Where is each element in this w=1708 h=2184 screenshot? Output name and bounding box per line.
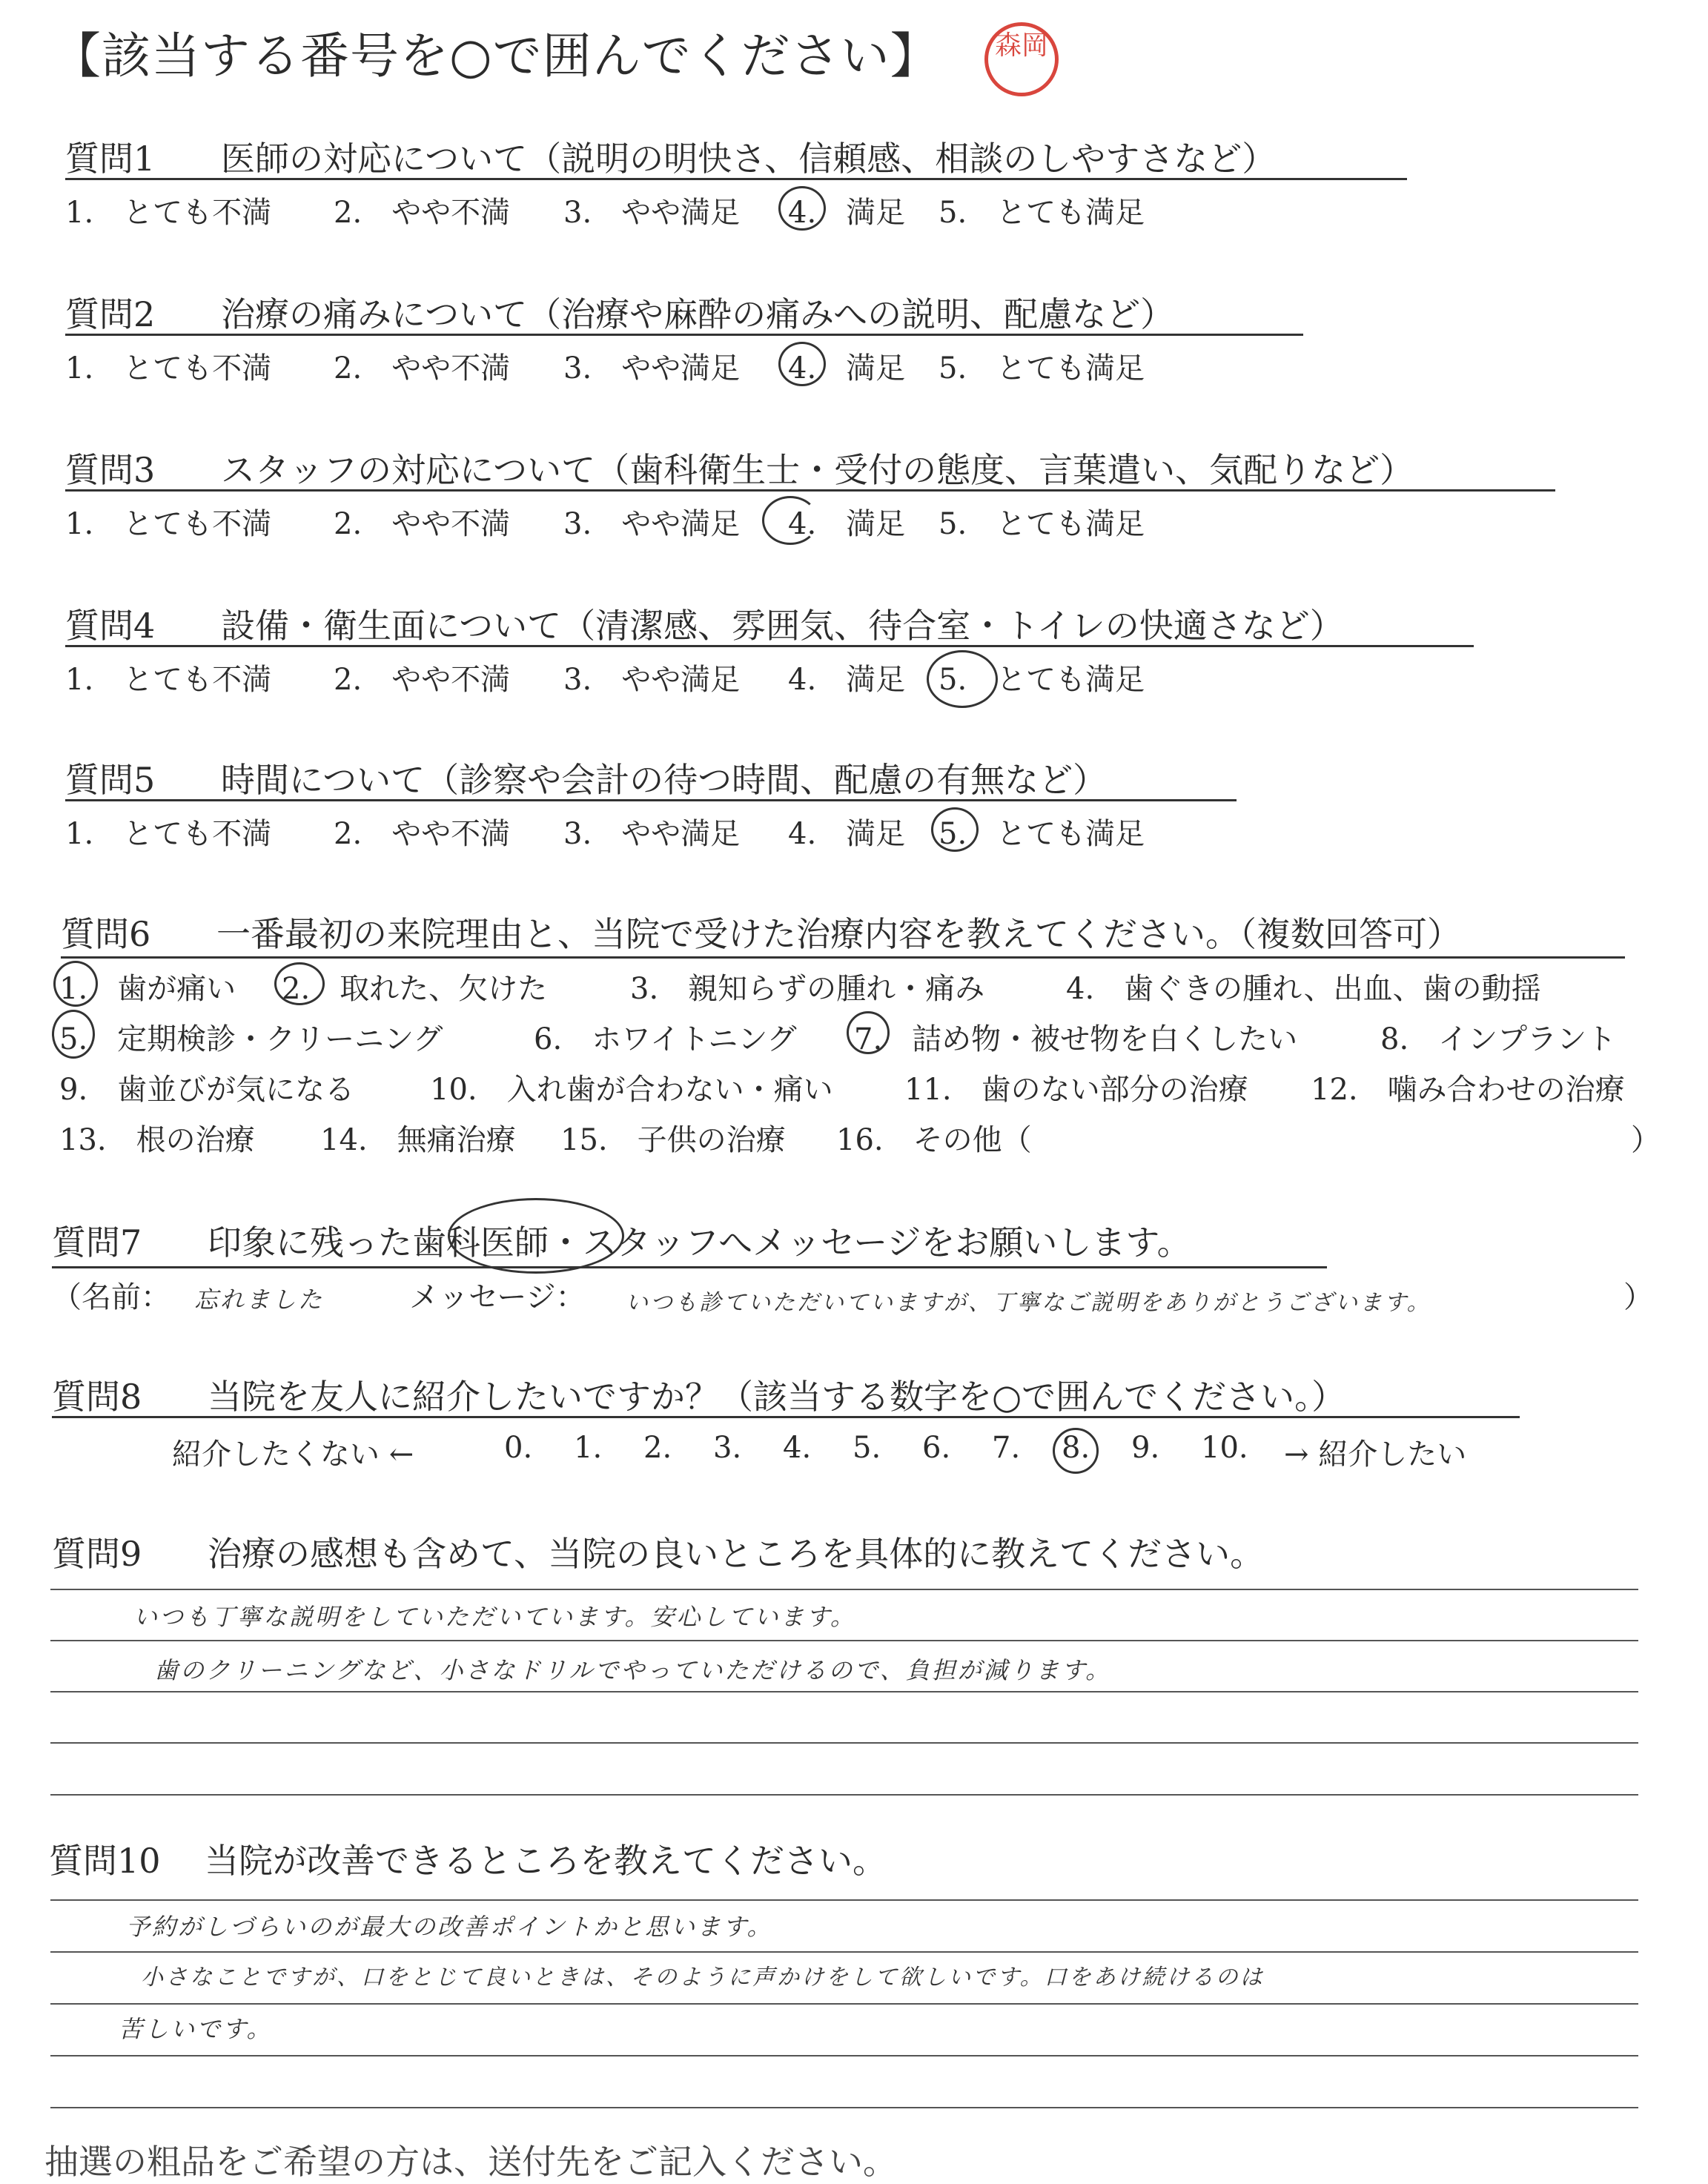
seal-stamp: 森岡 — [984, 22, 1059, 96]
q9-answer-rule — [50, 1691, 1638, 1692]
q10-answer-rule — [50, 2055, 1638, 2056]
q8-scale-2[interactable]: 2. — [643, 1431, 672, 1465]
q7-close-paren: ） — [1623, 1280, 1653, 1314]
q6-option-1[interactable]: 1. 歯が痛い — [59, 972, 236, 1006]
q6-option-2[interactable]: 2. 取れた、欠けた — [282, 972, 548, 1006]
question-2-options — [65, 345, 1325, 389]
q8-scale-5[interactable]: 5. — [853, 1431, 881, 1465]
q1-option-5[interactable]: 5. とても満足 — [939, 196, 1145, 230]
q2-option-2[interactable]: 2. やや不満 — [334, 351, 511, 385]
q10-answer-rule — [50, 1951, 1638, 1953]
question-7-underline — [52, 1266, 1327, 1268]
q2-option-1[interactable]: 1. とても不満 — [65, 351, 272, 385]
q10-answer-line-2[interactable]: 小さなことですが、口をとじて良いときは、そのように声かけをして欲しいです。口をあけ続けるのは — [141, 1965, 1265, 1991]
q8-left-label: 紹介したくない ← — [172, 1437, 414, 1472]
q10-answer-rule — [50, 1899, 1638, 1901]
question-6 — [61, 907, 1461, 956]
q8-scale-6[interactable]: 6. — [922, 1431, 951, 1465]
q10-answer-line-1[interactable]: 予約がしづらいのが最大の改善ポイントかと思います。 — [126, 1913, 773, 1941]
q6-option-8[interactable]: 8. インプラント — [1380, 1022, 1617, 1056]
question-2-label: 質問2 — [65, 294, 156, 334]
q9-answer-rule — [50, 1742, 1638, 1744]
question-8-underline — [52, 1416, 1520, 1418]
question-5-options — [65, 810, 1325, 855]
question-9-label: 質問9 — [52, 1534, 142, 1574]
q6-option-9[interactable]: 9. 歯並びが気になる — [59, 1073, 355, 1107]
q6-option-10[interactable]: 10. 入れ歯が合わない・痛い — [430, 1073, 833, 1107]
q5-option-4[interactable]: 4. 満足 — [788, 817, 906, 851]
q4-option-4[interactable]: 4. 満足 — [788, 663, 906, 697]
q1-option-1[interactable]: 1. とても不満 — [65, 196, 272, 230]
question-2 — [65, 288, 1174, 337]
q7-message-value[interactable]: いつも診ていただいていますが、丁寧なご説明をありがとうございます。 — [626, 1290, 1431, 1316]
q7-name-value[interactable]: 忘れました — [194, 1285, 325, 1314]
question-6-options — [59, 965, 1661, 1180]
question-1-options — [65, 189, 1325, 234]
q6-option-5[interactable]: 5. 定期検診・クリーニング — [59, 1022, 443, 1056]
question-3-options — [65, 500, 1325, 545]
question-5-underline — [65, 799, 1237, 801]
question-7-label: 質問7 — [52, 1222, 142, 1263]
q5-selection-circle — [931, 807, 979, 852]
q8-scale-10[interactable]: 10. — [1201, 1431, 1248, 1465]
form-title: 【該当する番号を○で囲んでください】 — [52, 27, 940, 85]
q6-selection-circle-5 — [52, 1010, 95, 1059]
q3-option-2[interactable]: 2. やや不満 — [334, 507, 511, 541]
question-10-text: 当院が改善できるところを教えてください。 — [205, 1841, 887, 1881]
question-3 — [65, 443, 1414, 492]
question-4-text: 設備・衛生面について（清潔感、雰囲気、待合室・トイレの快適さなど） — [221, 606, 1344, 646]
q1-option-4[interactable]: 4. 満足 — [788, 196, 906, 230]
question-4-underline — [65, 645, 1474, 647]
q8-scale-0[interactable]: 0. — [504, 1431, 533, 1465]
q3-option-3[interactable]: 3. やや満足 — [563, 507, 741, 541]
question-1-label: 質問1 — [65, 139, 156, 179]
question-7-text: 印象に残った歯科医師・スタッフへメッセージをお願いします。 — [208, 1222, 1191, 1263]
q3-option-4[interactable]: 4. 満足 — [788, 507, 906, 541]
question-4-options — [65, 656, 1325, 701]
question-9 — [52, 1527, 1264, 1576]
q3-option-1[interactable]: 1. とても不満 — [65, 507, 272, 541]
q9-answer-rule — [50, 1640, 1638, 1641]
q8-scale-7[interactable]: 7. — [992, 1431, 1021, 1465]
question-6-underline — [61, 956, 1625, 959]
q7-message-label: メッセージ： — [409, 1280, 586, 1314]
q5-option-5[interactable]: 5. とても満足 — [939, 817, 1145, 851]
q8-scale-3[interactable]: 3. — [713, 1431, 742, 1465]
q1-option-2[interactable]: 2. やや不満 — [334, 196, 511, 230]
q4-option-3[interactable]: 3. やや満足 — [563, 663, 741, 697]
question-6-text: 一番最初の来院理由と、当院で受けた治療内容を教えてください。（複数回答可） — [216, 914, 1461, 954]
question-9-text: 治療の感想も含めて、当院の良いところを具体的に教えてください。 — [208, 1534, 1265, 1574]
question-5 — [65, 753, 1107, 802]
q6-option-7[interactable]: 7. 詰め物・被せ物を白くしたい — [854, 1022, 1298, 1056]
q5-option-3[interactable]: 3. やや満足 — [563, 817, 741, 851]
q2-option-4[interactable]: 4. 満足 — [788, 351, 906, 385]
q9-answer-line-1[interactable]: いつも丁寧な説明をしていただいています。安心しています。 — [133, 1603, 856, 1631]
q6-selection-circle-7 — [847, 1011, 890, 1054]
q4-option-5[interactable]: 5. とても満足 — [939, 663, 1145, 697]
question-3-label: 質問3 — [65, 450, 156, 490]
q4-option-1[interactable]: 1. とても不満 — [65, 663, 272, 697]
q6-option-11[interactable]: 11. 歯のない部分の治療 — [904, 1073, 1248, 1107]
q6-selection-circle-1 — [53, 961, 98, 1007]
q9-answer-rule — [50, 1589, 1638, 1590]
question-5-text: 時間について（診察や会計の待つ時間、配慮の有無など） — [221, 760, 1108, 800]
question-4 — [65, 599, 1344, 648]
question-2-text: 治療の痛みについて（治療や麻酔の痛みへの説明、配慮など） — [221, 294, 1175, 334]
q8-scale-1[interactable]: 1. — [574, 1431, 603, 1465]
q6-option-12[interactable]: 12. 噛み合わせの治療 — [1311, 1073, 1625, 1107]
question-6-label: 質問6 — [61, 914, 151, 954]
q6-option-4[interactable]: 4. 歯ぐきの腫れ、出血、歯の動揺 — [1066, 972, 1541, 1006]
question-3-underline — [65, 489, 1555, 492]
q6-option-16[interactable]: 16. その他（ — [836, 1123, 1032, 1157]
q7-doctor-circle — [448, 1198, 624, 1274]
question-4-label: 質問4 — [65, 606, 156, 646]
q8-scale — [504, 1431, 1290, 1475]
question-8 — [52, 1370, 1345, 1419]
q10-answer-rule — [50, 2003, 1638, 2005]
q7-name-label: （名前： — [52, 1280, 171, 1314]
question-1-underline — [65, 178, 1407, 180]
q8-scale-4[interactable]: 4. — [783, 1431, 812, 1465]
q6-option-3[interactable]: 3. 親知らずの腫れ・痛み — [630, 972, 985, 1006]
q2-option-5[interactable]: 5. とても満足 — [939, 351, 1145, 385]
q9-answer-rule — [50, 1794, 1638, 1796]
footer-instruction: 抽選の粗品をご希望の方は、送付先をご記入ください。 — [44, 2142, 897, 2182]
question-10 — [49, 1834, 887, 1883]
q9-answer-line-2[interactable]: 歯のクリーニングなど、小さなドリルでやっていただけるので、負担が減ります。 — [154, 1656, 1112, 1684]
question-10-label: 質問10 — [49, 1841, 161, 1881]
q4-selection-circle — [927, 650, 998, 708]
q6-other-close-paren: ） — [1631, 1123, 1661, 1157]
q5-option-1[interactable]: 1. とても不満 — [65, 817, 272, 851]
q10-answer-rule — [50, 2107, 1638, 2108]
q10-answer-line-3[interactable]: 苦しいです。 — [119, 2015, 273, 2043]
q6-option-14[interactable]: 14. 無痛治療 — [320, 1123, 516, 1157]
question-1-text: 医師の対応について（説明の明快さ、信頼感、相談のしやすさなど） — [221, 139, 1277, 179]
q1-selection-circle — [778, 186, 826, 231]
q1-option-3[interactable]: 3. やや満足 — [563, 196, 741, 230]
q6-option-13[interactable]: 13. 根の治療 — [59, 1123, 255, 1157]
q6-option-15[interactable]: 15. 子供の治療 — [560, 1123, 786, 1157]
q8-right-label: → 紹介したい — [1284, 1437, 1467, 1472]
question-3-text: スタッフの対応について（歯科衛生士・受付の態度、言葉遣い、気配りなど） — [221, 450, 1414, 490]
q3-selection-circle — [762, 496, 818, 545]
q3-option-5[interactable]: 5. とても満足 — [939, 507, 1145, 541]
q2-selection-circle — [778, 342, 826, 386]
q8-scale-9[interactable]: 9. — [1131, 1431, 1160, 1465]
q8-selection-circle — [1053, 1428, 1099, 1474]
question-8-text: 当院を友人に紹介したいですか？（該当する数字を○で囲んでください。） — [208, 1377, 1346, 1417]
question-1 — [65, 132, 1276, 181]
question-5-label: 質問5 — [65, 760, 156, 800]
q6-selection-circle-2 — [274, 962, 325, 1005]
q2-option-3[interactable]: 3. やや満足 — [563, 351, 741, 385]
q6-option-6[interactable]: 6. ホワイトニング — [534, 1022, 797, 1056]
q8-scale-8[interactable]: 8. — [1062, 1431, 1090, 1465]
q5-option-2[interactable]: 2. やや不満 — [334, 817, 511, 851]
q4-option-2[interactable]: 2. やや不満 — [334, 663, 511, 697]
question-2-underline — [65, 334, 1303, 336]
question-8-label: 質問8 — [52, 1377, 142, 1417]
